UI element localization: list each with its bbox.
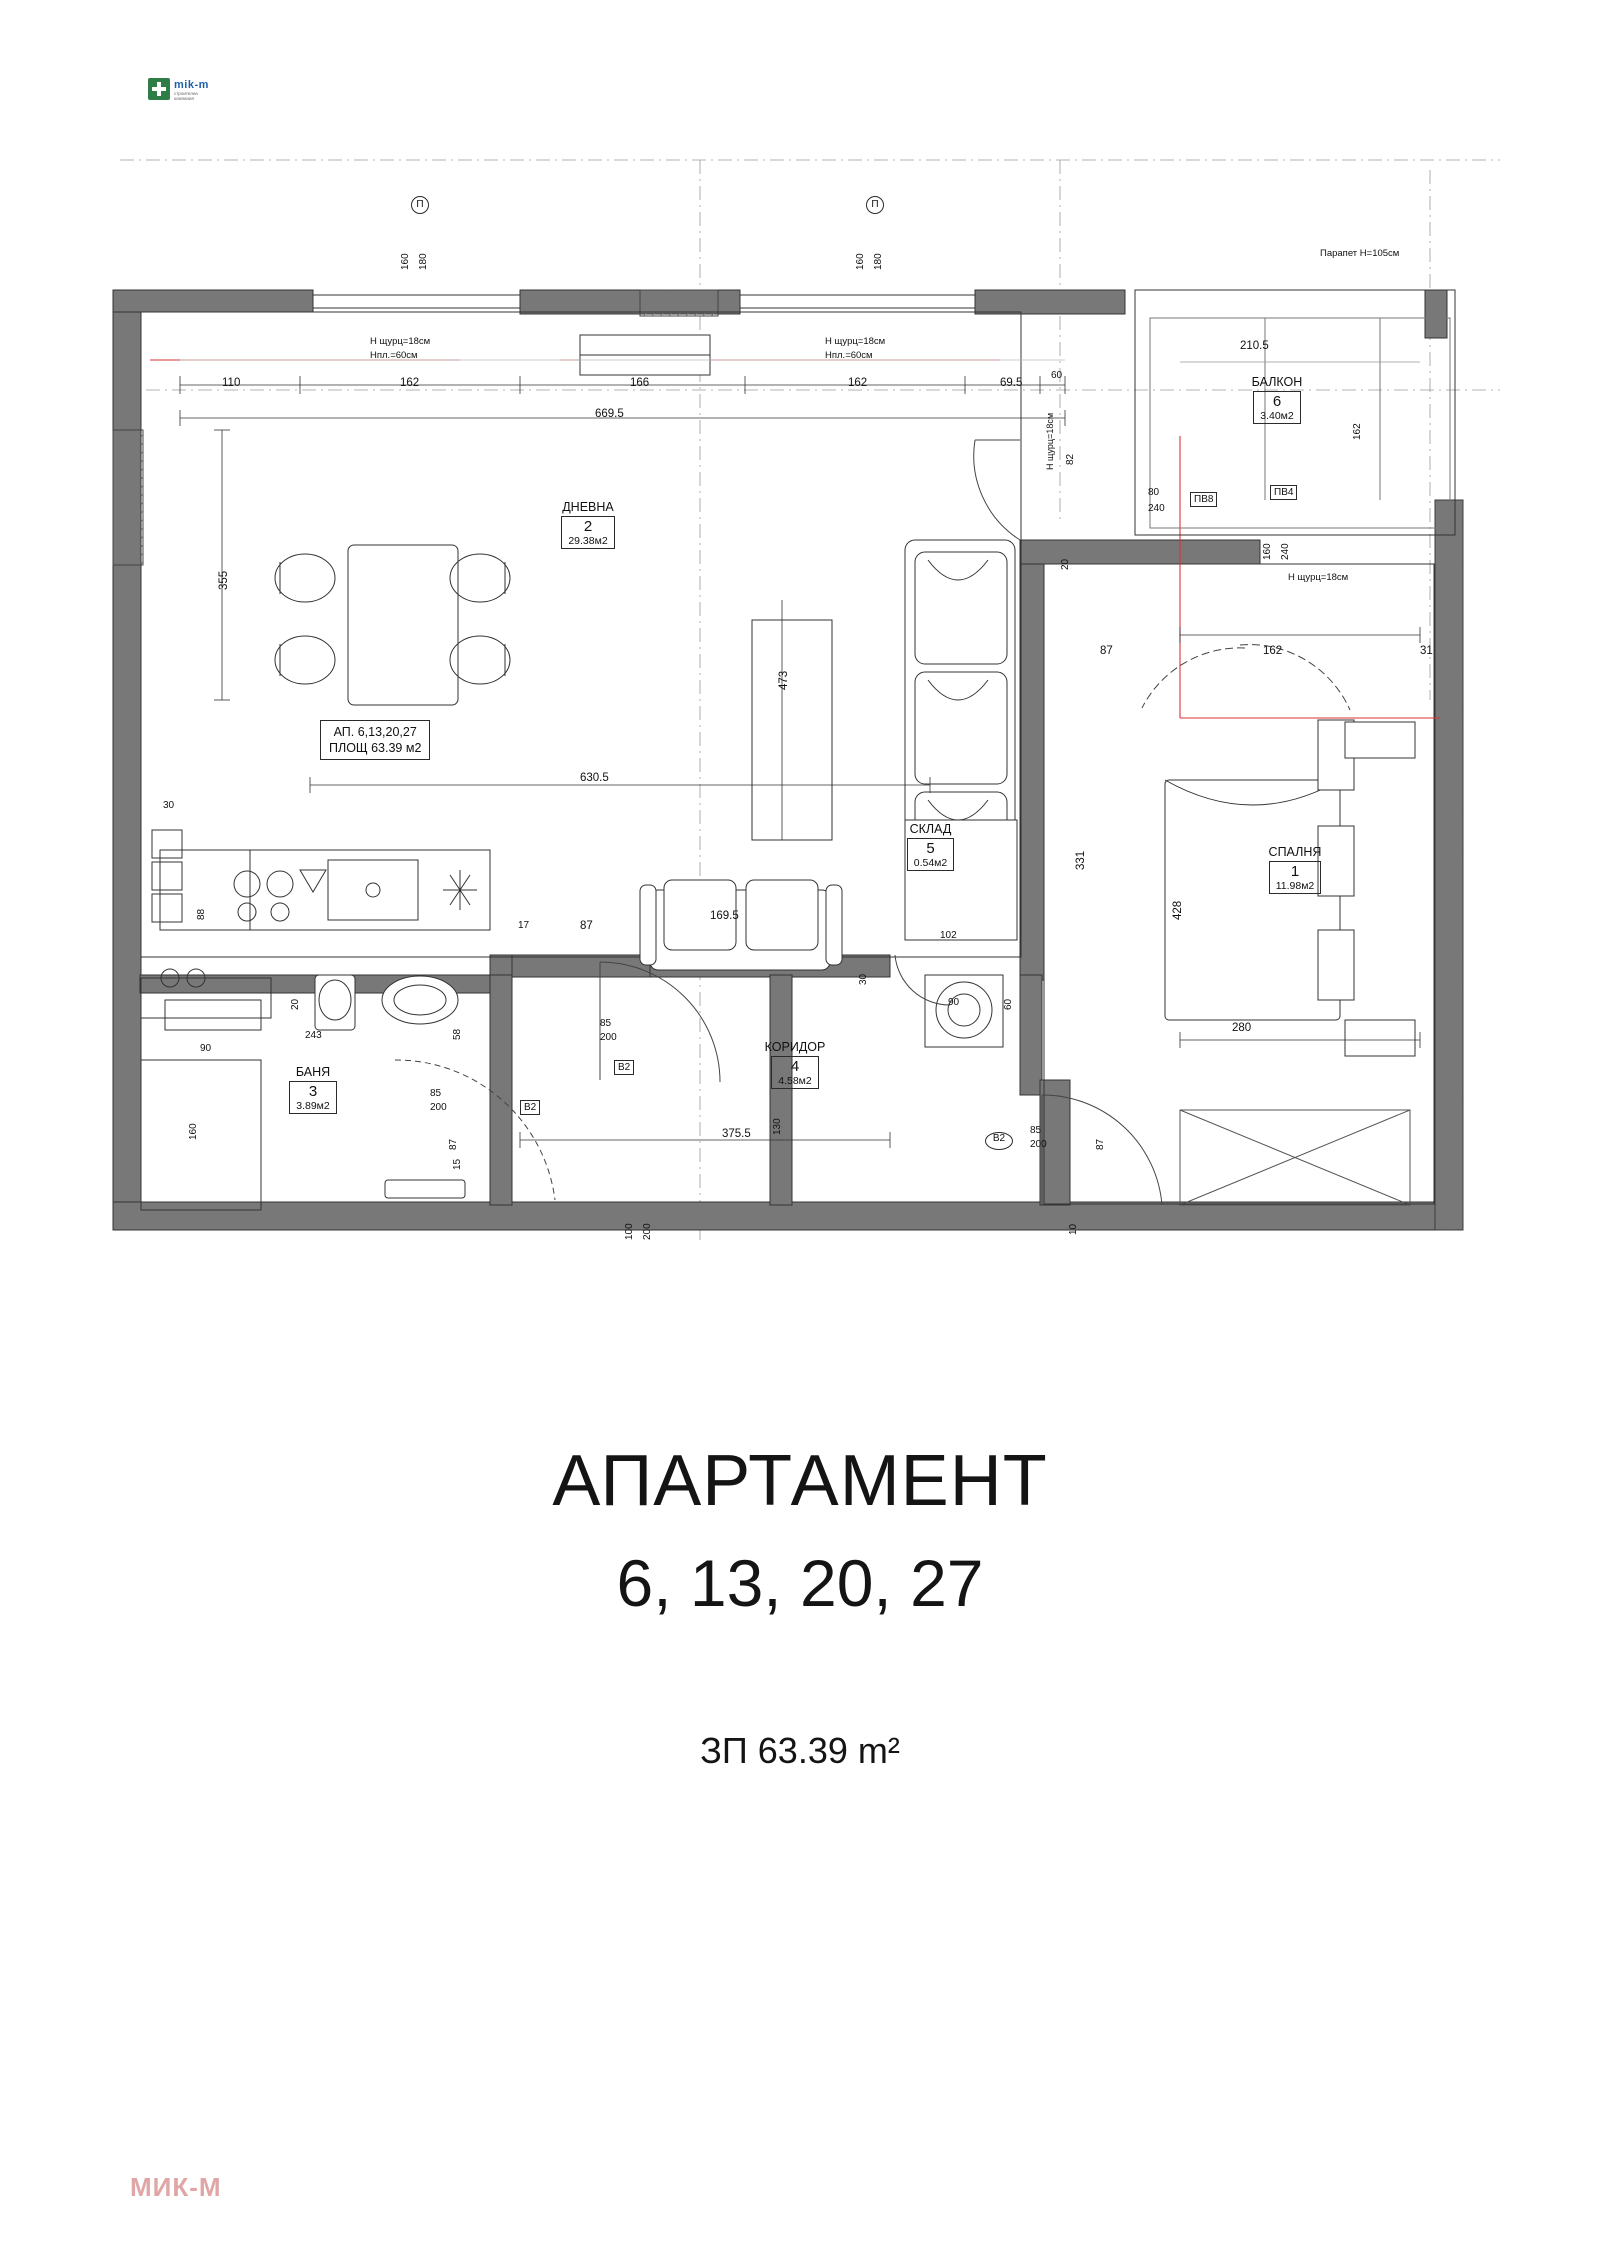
dim-331: 331	[1075, 850, 1087, 870]
dim-85c: 85	[1030, 1125, 1042, 1136]
dim-200a: 200	[600, 1032, 617, 1043]
dim-20-right: 20	[1060, 558, 1071, 570]
dim-82: 82	[1065, 453, 1076, 465]
room-area-storage: 0.54м2	[913, 857, 948, 869]
dim-180-top: 180	[418, 253, 429, 270]
dim-180-top2: 180	[873, 253, 884, 270]
dim-166: 166	[630, 377, 650, 389]
dim-162-balcony: 162	[1352, 423, 1363, 440]
dim-overall-top: 669.5	[595, 408, 624, 420]
title-apartment: АПАРТАМЕНТ	[552, 1441, 1048, 1521]
room-name-living: ДНЕВНА	[562, 500, 614, 514]
room-number-bath: 3	[308, 1083, 318, 1100]
dim-280: 280	[1232, 1022, 1252, 1034]
parapet-note: Парапет H=105см	[1320, 248, 1400, 259]
dim-30-kitchen: 30	[163, 800, 175, 811]
dim-355: 355	[218, 570, 230, 590]
room-box-living	[561, 516, 614, 549]
room-area-bedroom: 11.98м2	[1275, 880, 1315, 892]
dim-90-corridor: 90	[948, 997, 960, 1008]
dim-162-right: 162	[1263, 645, 1283, 657]
dim-110: 110	[222, 377, 241, 389]
window-note-4: Hпл.=60см	[825, 350, 873, 361]
dim-200b: 200	[642, 1223, 653, 1240]
dim-130: 130	[772, 1118, 783, 1135]
dim-87-right: 87	[1100, 645, 1113, 657]
p-tag-2: П	[866, 196, 884, 214]
dim-20-kitchen: 20	[290, 998, 301, 1010]
room-name-corridor: КОРИДОР	[764, 1040, 826, 1054]
window-note-5: H щурц=18см	[1288, 572, 1349, 583]
dim-87b: 87	[448, 1138, 459, 1150]
room-box-bath	[289, 1081, 337, 1114]
room-label-balcony	[1222, 375, 1332, 424]
dim-200c: 200	[430, 1102, 447, 1113]
room-area-living: 29.38м2	[568, 535, 608, 547]
dim-60-corridor: 60	[1003, 998, 1014, 1010]
room-box-storage	[907, 838, 955, 871]
dim-58: 58	[452, 1028, 463, 1040]
dim-428: 428	[1172, 900, 1184, 920]
apartment-info-line2: ПЛОЩ 63.39 м2	[329, 741, 422, 755]
apartment-info-box	[320, 720, 430, 760]
door-tag-b2-3: В2	[985, 1132, 1013, 1150]
dim-240-bal: 240	[1280, 543, 1291, 560]
dim-30-sofa: 30	[858, 973, 869, 985]
dim-160-bal: 160	[1262, 543, 1273, 560]
apartment-info-line1: АП. 6,13,20,27	[333, 725, 417, 739]
window-note-2: Hпл.=60см	[370, 350, 418, 361]
dim-100: 100	[624, 1223, 635, 1240]
dim-85b: 85	[430, 1088, 442, 1099]
room-label-living	[528, 500, 648, 549]
dim-15: 15	[452, 1158, 463, 1170]
balcony-tag-pv8: ПВ8	[1190, 492, 1217, 507]
dim-60: 60	[1051, 370, 1063, 381]
room-number-corridor: 4	[790, 1058, 800, 1075]
logo-text: mik-m	[174, 79, 209, 91]
dim-90-kitchen: 90	[200, 1043, 212, 1054]
dim-162b: 162	[848, 377, 868, 389]
dim-80: 80	[1148, 487, 1160, 498]
room-area-balcony: 3.40м2	[1260, 410, 1294, 422]
room-name-balcony: БАЛКОН	[1251, 375, 1303, 389]
dim-87a: 87	[580, 920, 593, 932]
room-name-storage: СКЛАД	[909, 822, 952, 836]
dim-85a: 85	[600, 1018, 612, 1029]
door-tag-b2-1: В2	[520, 1100, 540, 1115]
dim-balcony-top: 210.5	[1240, 340, 1269, 352]
dim-240: 240	[1148, 503, 1165, 514]
room-box-balcony	[1253, 391, 1301, 424]
window-note-6: H щурц=18см	[1045, 412, 1055, 470]
logo-tagline: строителна компания	[174, 91, 198, 101]
dim-160-top: 160	[400, 253, 411, 270]
room-label-bedroom	[1235, 845, 1355, 894]
dim-17: 17	[518, 920, 530, 931]
window-note-1: H щурц=18см	[370, 336, 431, 347]
window-note-3: H щурц=18см	[825, 336, 886, 347]
dim-160-left: 160	[188, 1123, 199, 1140]
room-area-corridor: 4.58м2	[778, 1075, 812, 1087]
room-number-living: 2	[583, 518, 593, 535]
title-area: ЗП 63.39 m²	[700, 1730, 900, 1771]
room-number-bedroom: 1	[1290, 863, 1300, 880]
door-tag-b2-2: В2	[614, 1060, 634, 1075]
room-name-bath: БАНЯ	[295, 1065, 331, 1079]
dim-200d: 200	[1030, 1139, 1047, 1150]
room-label-bath	[258, 1065, 368, 1114]
dim-31-right: 31	[1420, 645, 1433, 657]
room-box-corridor	[771, 1056, 819, 1089]
dim-88: 88	[196, 908, 207, 920]
dim-10: 10	[1068, 1223, 1079, 1235]
dim-3755: 375.5	[722, 1128, 751, 1140]
dim-87c: 87	[1095, 1138, 1106, 1150]
title-numbers: 6, 13, 20, 27	[616, 1546, 984, 1620]
room-label-corridor	[740, 1040, 850, 1089]
dim-6305: 630.5	[580, 772, 609, 784]
dim-243: 243	[305, 1030, 322, 1041]
dim-160-top2: 160	[855, 253, 866, 270]
footer-brand: МИК-М	[130, 2172, 222, 2202]
dim-1695: 169.5	[710, 910, 739, 922]
dim-102: 102	[940, 930, 957, 941]
dim-695: 69.5	[1000, 377, 1023, 389]
room-number-storage: 5	[926, 840, 935, 857]
room-name-bedroom: СПАЛНЯ	[1268, 845, 1322, 859]
balcony-tag-pv4: ПВ4	[1270, 485, 1297, 500]
dim-473: 473	[778, 670, 790, 690]
dim-162a: 162	[400, 377, 420, 389]
room-area-bath: 3.89м2	[296, 1100, 330, 1112]
room-label-storage	[878, 822, 983, 871]
room-box-bedroom	[1269, 861, 1322, 894]
room-number-balcony: 6	[1272, 393, 1282, 410]
p-tag-1: П	[411, 196, 429, 214]
